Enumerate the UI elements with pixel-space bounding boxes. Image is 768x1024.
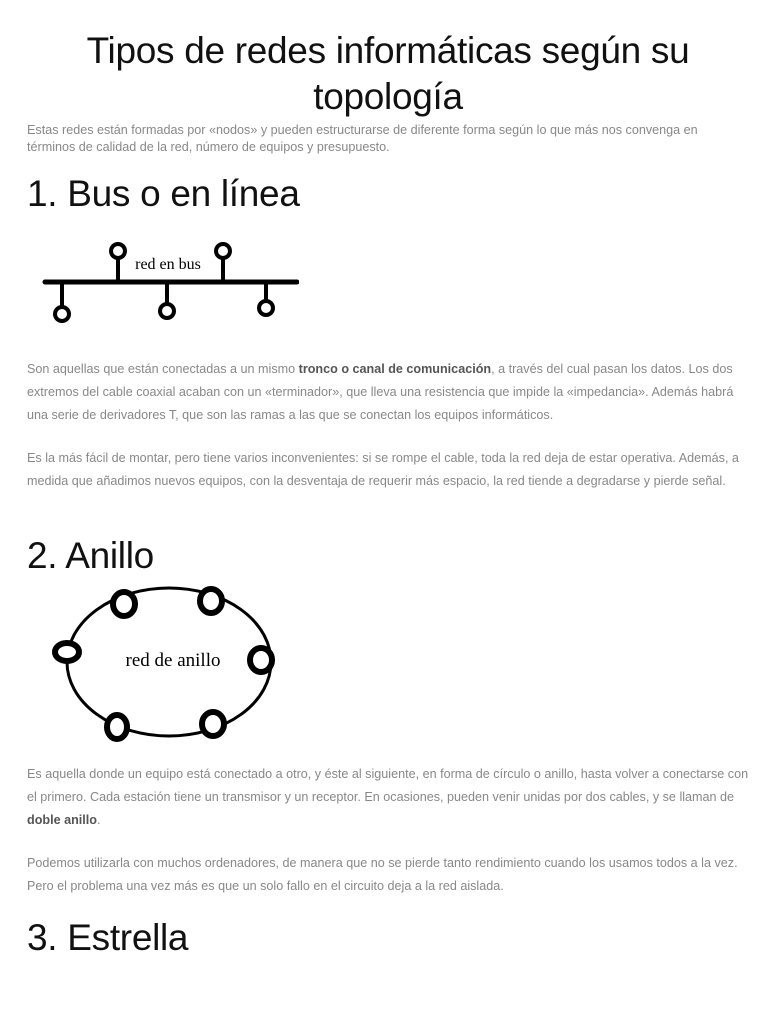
section-heading-bus: 1. Bus o en línea: [27, 173, 300, 214]
bus-node: [55, 282, 69, 321]
ring-node: [107, 715, 127, 739]
ring-node: [250, 648, 272, 672]
ring-node: [200, 589, 222, 613]
ring-node: [55, 643, 79, 661]
bus-paragraph-2: Es la más fácil de montar, pero tiene varios inconvenientes: si se rompe el cable, toda la red deja de estar operativa. Además, a medida que añadimos nuevos equipos, con la desventaja de requerir más espacio, la red tiende a degradarse y pierde señal.: [27, 451, 739, 488]
section-heading-star: 3. Estrella: [27, 917, 189, 958]
ring-diagram-label: red de anillo: [125, 650, 221, 671]
ring-node: [113, 592, 135, 616]
bus-paragraph-1: Son aquellas que están conectadas a un mismo tronco o canal de comunicación, a través del cual pasan los datos. Los dos extremos del cable coaxial acaban con un «terminador», que lleva una resistencia que impide la «impedancia». Además habrá una serie de derivadores T, que son las ramas a las que se conectan los equipos informáticos.: [27, 362, 734, 422]
bus-node: [216, 244, 230, 282]
ring-paragraph-1: Es aquella donde un equipo está conectado a otro, y éste al siguiente, en forma de círculo o anillo, hasta volver a conectarse con el primero. Cada estación tiene un transmisor y un receptor. En ocasiones, pueden venir unidas por dos cables, y se llaman de doble anillo.: [27, 767, 749, 827]
section-heading-ring: 2. Anillo: [27, 535, 154, 576]
intro-paragraph: Estas redes están formadas por «nodos» y pueden estructurarse de diferente forma según lo que más nos convenga en términos de calidad de la red, número de equipos y presupuesto.: [27, 123, 698, 154]
ring-paragraph-2: Podemos utilizarla con muchos ordenadores, de manera que no se pierde tanto rendimiento cuando los usamos todos a la vez. Pero el problema una vez más es que un solo fallo en el circuito deja a la red aislada.: [27, 856, 738, 893]
ring-network-diagram: [47, 580, 287, 750]
page-title: Tipos de redes informáticas según su topología: [86, 30, 690, 117]
bus-network-diagram: [39, 232, 299, 332]
bus-node: [160, 282, 174, 318]
bus-node: [111, 244, 125, 282]
bus-diagram-label: red en bus: [135, 256, 201, 273]
article: [27, 0, 749, 958]
bus-node: [259, 282, 273, 315]
ring-node: [202, 712, 224, 736]
